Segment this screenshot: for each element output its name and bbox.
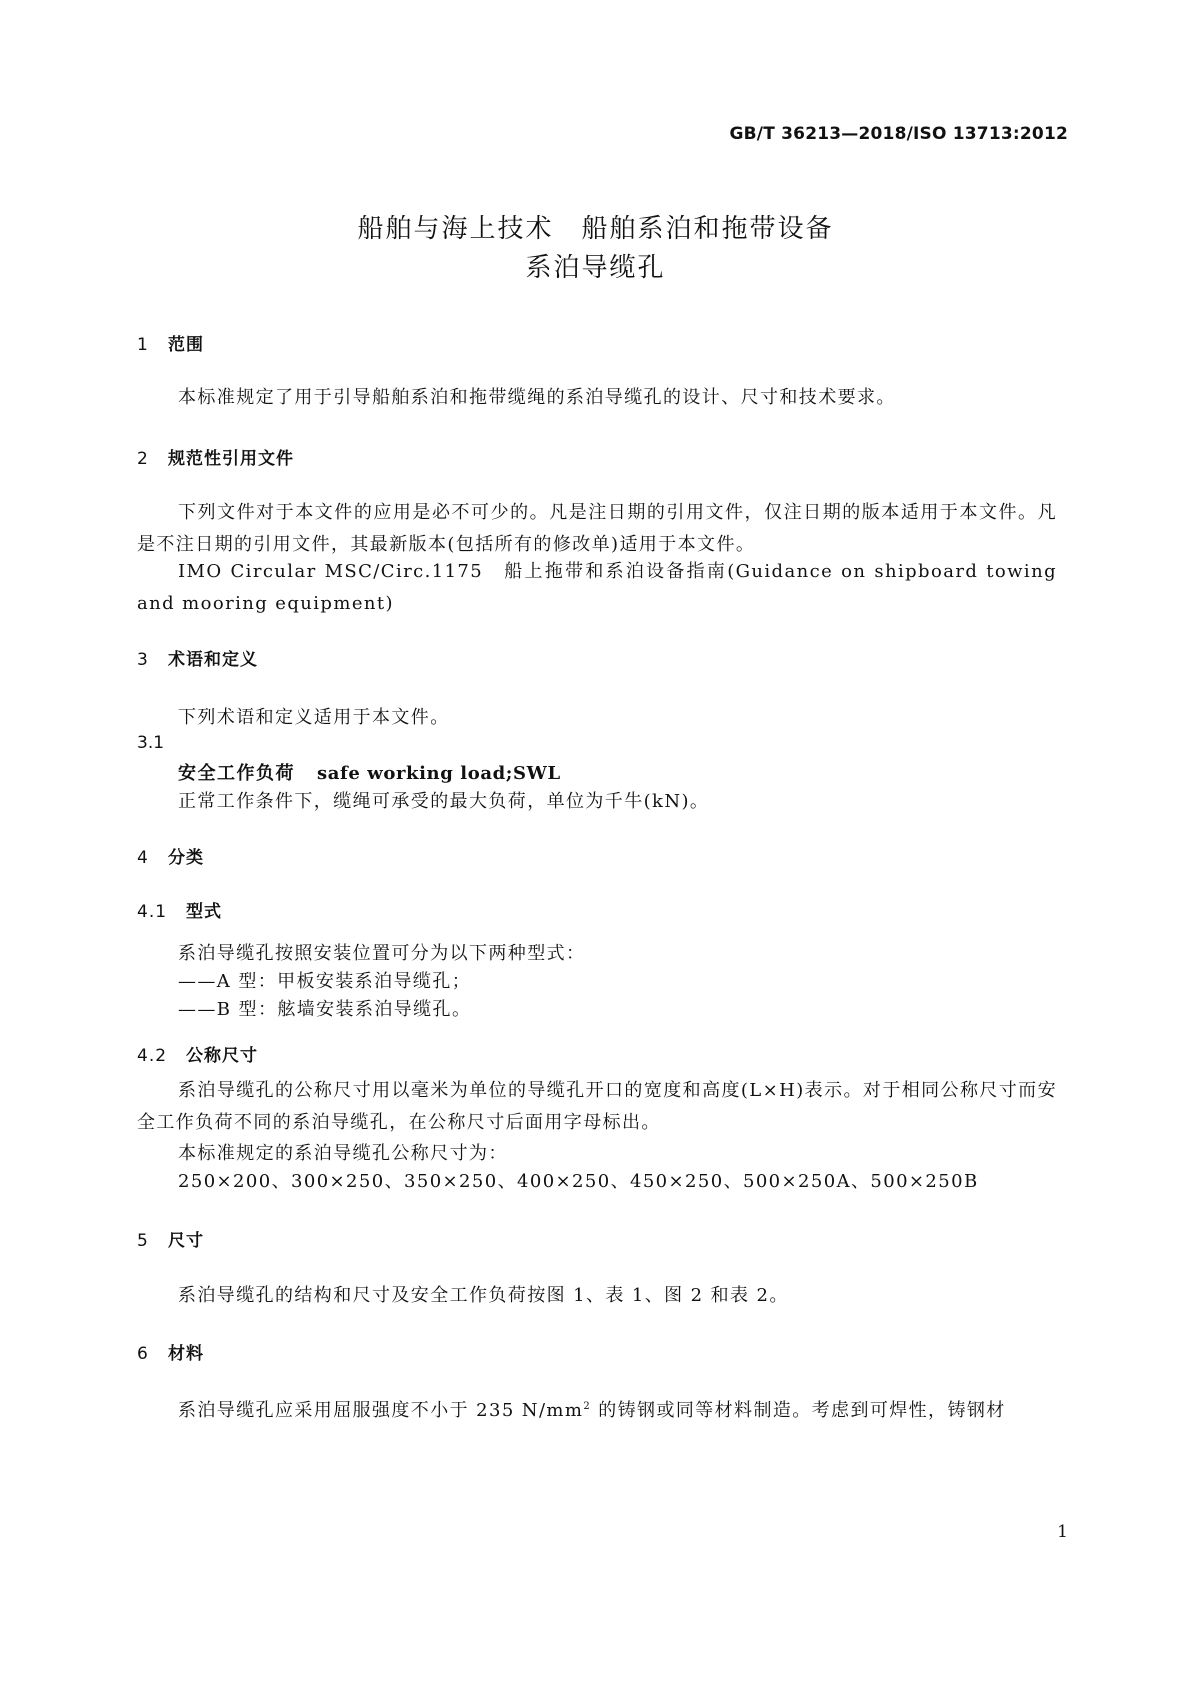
section-1-body: 本标准规定了用于引导船舶系泊和拖带缆绳的系泊导缆孔的设计、尺寸和技术要求。 [178,387,896,408]
nominal-size-list: 250×200、300×250、350×250、400×250、450×250、500×250A、500×250B [178,1171,979,1192]
subsection-4-2-heading [137,1041,258,1066]
subsection-number: 4.1 [137,902,168,922]
nominal-size-intro: 本标准规定的系泊导缆孔公称尺寸为： [178,1143,508,1164]
document-title-line-1: 船舶与海上技术 船舶系泊和拖带设备 [357,214,834,244]
section-number: 4 [137,848,149,868]
section-3-body: 下列术语和定义适用于本文件。 [178,707,450,728]
section-5-body: 系泊导缆孔的结构和尺寸及安全工作负荷按图 1、表 1、图 2 和表 2。 [178,1285,789,1306]
subsection-title: 公称尺寸 [186,1046,258,1066]
section-3-heading [137,645,258,670]
nominal-size-description: 系泊导缆孔的公称尺寸用以毫米为单位的导缆孔开口的宽度和高度(L×H)表示。对于相同公称尺寸而安全工作负荷不同的系泊导缆孔，在公称尺寸后面用字母标出。 [137,1080,1057,1133]
section-title: 材料 [168,1344,204,1364]
type-intro: 系泊导缆孔按照安装位置可分为以下两种型式： [178,943,586,964]
section-2-heading [137,444,294,469]
term-chinese: 安全工作负荷 [178,763,295,784]
section-title: 分类 [168,848,204,868]
section-2-reference: IMO Circular MSC/Circ.1175 船上拖带和系泊设备指南(Guidance on shipboard towing and mooring equipment) [137,561,1057,614]
section-1-heading [137,330,204,355]
section-6-body [178,1396,1006,1422]
subsection-number: 4.2 [137,1046,168,1066]
section-6-heading [137,1339,204,1364]
section-number: 5 [137,1231,149,1251]
section-title: 术语和定义 [168,650,258,670]
section-title: 规范性引用文件 [168,449,294,469]
standard-code: GB/T 36213—2018/ISO 13713:2012 [729,124,1068,144]
section-number: 1 [137,335,149,355]
term-title [178,759,561,785]
section-number: 6 [137,1344,149,1364]
document-title-line-2: 系泊导缆孔 [525,253,666,283]
term-english: safe working load;SWL [317,763,561,784]
material-text-start: 系泊导缆孔应采用屈服强度不小于 235 N/mm [178,1400,584,1421]
section-5-heading [137,1226,204,1251]
section-4-heading [137,843,204,868]
type-a-item: ——A 型：甲板安装系泊导缆孔； [178,971,472,992]
material-text-end: 的铸钢或同等材料制造。考虑到可焊性，铸钢材 [591,1400,1006,1421]
page-number: 1 [1057,1522,1068,1542]
section-title: 尺寸 [168,1231,204,1251]
section-title: 范围 [168,335,204,355]
section-number: 3 [137,650,149,670]
subsection-4-1-heading [137,897,222,922]
superscript-2: 2 [583,1401,592,1412]
section-number: 2 [137,449,149,469]
section-2-body-1: 下列文件对于本文件的应用是必不可少的。凡是注日期的引用文件，仅注日期的版本适用于本文件。凡是不注日期的引用文件，其最新版本(包括所有的修改单)适用于本文件。 [137,502,1057,555]
type-b-item: ——B 型：舷墙安装系泊导缆孔。 [178,999,472,1020]
subsection-title: 型式 [186,902,222,922]
term-definition: 正常工作条件下，缆绳可承受的最大负荷，单位为千牛(kN)。 [178,791,710,812]
term-number: 3.1 [137,733,165,753]
